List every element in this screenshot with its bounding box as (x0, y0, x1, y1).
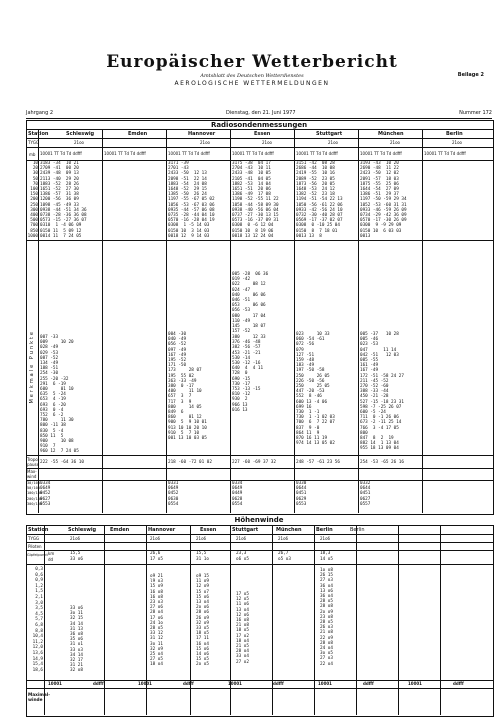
time-label: TYGG (28, 140, 40, 145)
level-7: 200 (30, 197, 38, 203)
hw-gipfel-dd-0: 33 o6 (70, 557, 83, 562)
hw-level-11: 8,8 (35, 628, 43, 634)
level-3: 50 (32, 176, 38, 182)
hw-gipfel-km-1: 26,6 (150, 551, 161, 556)
hw-gipfel-dd-1: 17 o5 (150, 557, 163, 562)
level-6: 150 (30, 192, 38, 198)
level-8: 250 (30, 202, 38, 208)
hw-station-muenchen: München (276, 527, 302, 533)
station-stuttgart: Stuttgart (316, 131, 343, 137)
hw-km-label: km (48, 551, 55, 556)
hw-gipfel-km-3: 23,3 (236, 551, 247, 556)
colhead-stuttgart: 10001 TT Td Td ddfff (296, 151, 338, 156)
colhead-emden: 10001 TT Td Td ddfff (104, 151, 146, 156)
section-subtitle: AEROLOGISCHE WETTERMELDUNGEN (174, 80, 330, 87)
colhead-berlin: 10001 TT Td Td ddfff (424, 151, 466, 156)
data-stuttgart-upper: 3151 -42 08 28 2686 -44 10 08 2419 -55 10 16 2089 -52 23 05 1873 -56 20 05 1648 -53 24 12 1382 -52 23 18 1194 -51 -54 22 13 1050 -56 -61 22 06 0933 -42 -56 24 10 0732 -30 -40 28 07 0569 -17 -37 02 07 0308 0 -10 25 04 0150 8 7 18 01 0013 13 8 (296, 161, 343, 239)
hw-level-17: 15,4 (32, 662, 43, 668)
hw-level-15: 13,6 (32, 650, 43, 656)
data-schleswig-upper: 3183 -34 10 21 2709 -41 00 20 2439 -48 09 13 2113 -40 29 20 1883 -52 28 26 1651 -52 27 30 1386 -57 31 38 1200 -56 36 09 1098 -45 -49 33 0938 -44 -51 34 36 0738 -28 -36 36 08 0573 -15 -27 36 07 0310 1 -4 06 09 0150 11 5 09 12 0014 11 7 24 05 (40, 161, 87, 239)
hw-station-schleswig: Schleswig (68, 527, 97, 533)
page-title: Europäischer Wetterbericht (106, 52, 398, 72)
hw-col-muenchen: 1o o8 26 15 27 o3 36 o4 13 o6 36 o4 28 o5 28 o8 2o o9 23 o8 28 o5 26 o3 21 o8 22 o9 28 o8 24 o4 3o o5 27 o3 22 o4 (320, 568, 333, 667)
data-essen-lower-a: 005 -28 06 36 019 -42 022 08 12 024 -47 040 06 06 046 -51 053 06 06 056 -53 080 17 04 110 -49 145 18 07 157 -52 (232, 272, 269, 335)
tropopause-label: Tropo-pause (27, 457, 40, 467)
station-berlin: Berlin (446, 131, 463, 137)
hw-level-5: 2,1 (35, 594, 43, 600)
hw-tygg-0: 21o6 (70, 536, 81, 541)
level-11: 500 (30, 218, 38, 224)
colhead-schleswig: 10001 TT Td Td ddfff (40, 151, 82, 156)
time-essen: 21oo (262, 140, 272, 145)
hw-maxwind-col-3: ddfff (183, 681, 194, 686)
hw-piloten-label: Piloten (28, 544, 42, 549)
maxwind-level-3: 200/100 (27, 496, 43, 501)
hw-col-hannover: o9 21 l9 o3 15 o9 16 o8 16 o8 23 o3 27 o6 28 o4 17 o6 24 1o 28 o5 33 12 31 12 3o 11 32 o9 25 o4 27 o5 18 o4 (150, 574, 163, 668)
maxwind-levels (27, 481, 43, 507)
hw-maxwind-col-4: 10001 (228, 681, 242, 686)
hw-levels (27, 567, 43, 673)
hw-level-16: 14,9 (32, 656, 43, 662)
hw-station-berlin-2: Berlin (350, 527, 365, 533)
maxwind-level-2: 100/100 (27, 491, 43, 496)
level-9: 300 (30, 207, 38, 213)
hw-level-14: 12,0 (32, 645, 43, 651)
data-stuttgart-lower: 023 10 33 060 -54 -61 072 -56 079 127 -51 159 -48 183 -49 197 -50 -58 250 26 05 226 -50 -56 250 25 05 447 -20 -53 552 8 -46 600 13 -4 06 699 16 730 1 -1 730 1 -1 02 03 700 6 7 22 07 837 9 -0 864 11 9 870 16 11 19 974 14 13 05 02 (296, 332, 335, 447)
hw-level-6: 3,0 (35, 600, 43, 606)
hw-col-essen: o9 15 11 o9 12 o9 15 o7 15 o6 13 o4 2o o6 28 o6 26 o9 32 o9 33 o5 18 o5 17 11 16 o4 15 o6 14 o6 15 o5 2o o5 (196, 574, 209, 668)
time-hannover: 21oo (200, 140, 210, 145)
station-hannover: Hannover (188, 131, 216, 137)
tropo-muenchen: 254 -53 -65 26 16 (360, 460, 404, 465)
level-1: 20 (32, 166, 38, 172)
hw-gipfel-dd-3: o6 o5 (236, 557, 249, 562)
hw-level-10: 6,8 (35, 622, 43, 628)
hw-station-hannover: Hannover (148, 527, 176, 533)
hw-gipfel-km-2: 15,5 (196, 551, 207, 556)
maxwind-level-1: 50/100 (27, 486, 40, 491)
hw-station-emden: Emden (110, 527, 130, 533)
hw-gipfel-label: Gipfelpunkt (27, 553, 48, 557)
hw-level-3: 1,2 (35, 583, 43, 589)
mw-schleswig: 0334 0649 0452 0627 0553 (40, 481, 51, 507)
hw-station-berlin: Berlin (316, 527, 333, 533)
level-14: 1000 (27, 233, 38, 239)
level-2: 30 (32, 171, 38, 177)
hw-maxwind-col-6: 10001 (318, 681, 332, 686)
mw-essen: 0334 0649 0449 0628 0554 (232, 481, 243, 507)
level-10: 400 (30, 213, 38, 219)
level-0: 10 (32, 161, 38, 166)
issue-bar (26, 110, 492, 119)
hw-level-0: 0,3 (35, 567, 43, 572)
tropo-schleswig: 222 -55 -64 36 10 (40, 460, 84, 465)
issue-number: Nummer 172 (459, 110, 492, 116)
level-4: 70 (32, 181, 38, 187)
beilage-label: Beilage 2 (457, 72, 484, 78)
level-5: 100 (30, 187, 38, 193)
tropo-hannover: 218 -60 -72 01 02 (168, 460, 212, 465)
data-hannover-upper: 3171 -39 2701 -43 2433 -50 12 13 2098 -51 22 14 1883 -54 24 08 1648 -52 29 15 1385 -50 26 24 1197 -55 -67 05 02 1056 -53 -67 03 06 0935 -44 -57 06 08 0735 -28 -44 04 10 0570 -16 -28 04 19 0308 1 -5 14 03 0150 10 3 14 03 0018 12 9 14 03 (168, 161, 215, 239)
issue-date: Dienstag, den 21. Juni 1977 (226, 110, 296, 116)
hw-gipfel-dd-4: o5 o3 (278, 557, 291, 562)
hw-level-9: 5,7 (35, 617, 43, 623)
data-muenchen-lower: 005 -37 10 28 005 -46 023 -53 047 11 14 042 -51 12 03 085 -55 161 -49 167 -49 172 -51 -58 24 27 211 -45 -52 270 -52 -60 388 -33 -44 450 -21 -28 527 -15 -18 23 31 598 -7 -25 26 07 600 -5 -24 711 0 -1 26 06 673 -2 -11 25 14 766 3 -4 17 05 800 847 8 2 19 882 14 1 13 04 955 18 13 09 04 (360, 332, 404, 452)
hw-level-1: 0,6 (35, 572, 43, 578)
hw-tygg-2: 21o6 (196, 536, 207, 541)
station-label: Station (28, 131, 49, 137)
hw-level-8: 4,5 (35, 611, 43, 617)
station-schleswig: Schleswig (66, 131, 95, 137)
hw-level-2: 0,9 (35, 578, 43, 584)
station-essen: Essen (254, 131, 271, 137)
time-schleswig: 21oo (74, 140, 84, 145)
hw-level-18: 18,6 (32, 667, 43, 673)
hw-station-stuttgart: Stuttgart (232, 527, 259, 533)
hw-station-label: Station (28, 527, 49, 533)
data-schleswig-lower: 007 -33 009 10 20 028 -49 029 -53 087 -52 134 -49 188 -51 254 -30 255 -20 -32 291 6 -19 600 01 10 635 5 -24 653 4 -19 693 6 -20 693 0 -4 752 6 -2 780 11 30 800 -11 38 830 5 -4 850 11 5 900 10 08 910 7 960 12 7 24 05 (40, 335, 79, 455)
station-muenchen: München (378, 131, 404, 137)
hw-station-essen: Essen (200, 527, 217, 533)
level-12: 700 (30, 223, 38, 229)
hw-gipfel-km-5: 18,3 (320, 551, 331, 556)
hw-level-12: 10,4 (32, 634, 43, 640)
time-muenchen: 21oo (390, 140, 400, 145)
hw-maxwind-col-7: ddfff (363, 681, 374, 686)
hw-maxwind-header (44, 681, 492, 687)
side-label-marker: Merkmale Punkte (29, 330, 35, 404)
maxwind-level-4: 300/100 (27, 501, 43, 506)
time-stuttgart: 21oo (328, 140, 338, 145)
hw-maxwind-col-1: ddfff (93, 681, 104, 686)
hw-gipfel-dd-2: 31 1o (196, 557, 209, 562)
mw-hannover: 0331 0649 0452 0630 0554 (168, 481, 179, 507)
hw-col-schleswig: 33 o6 3o 11 32 15 34 14 31 13 36 o8 35 o6 31 o1 33 o3 34 14 32 17 31 21 32 o8 (70, 606, 83, 674)
hw-level-4: 1,5 (35, 589, 43, 595)
colhead-essen: 10001 TT Td Td ddfff (232, 151, 274, 156)
level-13: 850 (30, 228, 38, 234)
tropo-essen: 227 -60 -69 37 32 (232, 460, 276, 465)
mw-stuttgart: 0330 0644 0451 0629 0553 (296, 481, 307, 507)
maxwind-label: Max-wind (27, 469, 37, 479)
mw-muenchen: 0332 0644 0451 0627 0557 (360, 481, 371, 507)
colhead-muenchen: 10001 TT Td Td ddfff (360, 151, 402, 156)
hw-maxwind-col-5: ddfff (273, 681, 284, 686)
hw-maxwind-col-9: ddfff (453, 681, 464, 686)
hoehenwinde-heading: Höhenwinde (234, 516, 284, 524)
data-essen-upper: 3175 -38 04 17 2704 -43 10 11 2433 -48 10 05 2105 -41 04 05 1882 -53 14 04 1651 -51 20 06 1386 -49 17 08 1198 -52 -55 11 22 1058 -44 -58 09 30 0938 -40 -56 06 04 0737 -27 -30 13 15 0573 -16 -37 09 31 0308 0 -6 12 04 0150 10 8 19 06 0018 13 12 24 04 (232, 161, 279, 239)
data-essen-lower-b: 380 12 33 376 -46 -48 382 -56 -57 453 -21 -21 530 -14 530 -12 -16 640 4 4 11 728 0 690 -15 730 -17 753 -13 -15 810 -12 930 2 966 13 016 13 (232, 335, 266, 413)
jahrgang: Jahrgang 2 (26, 110, 54, 116)
hw-gipfel-km-0: 15,5 (70, 551, 81, 556)
hw-maxwind-col-2: 10001 (138, 681, 152, 686)
hw-tygg-5: 21o6 (320, 536, 331, 541)
hw-maxwind-col-8: 10001 (408, 681, 422, 686)
subtitle: Amtsblatt des Deutschen Wetterdienstes (200, 73, 304, 79)
hw-gipfel-km-4: 26,7 (278, 551, 289, 556)
hw-maxwind-label: Maximal-winde (28, 693, 51, 703)
hw-gipfel-dd-5: 14 o5 (320, 557, 333, 562)
hw-tygg-label: TYGG (28, 536, 40, 541)
station-emden: Emden (128, 131, 148, 137)
radiosonde-heading: Radiosondenmessungen (210, 121, 308, 129)
hw-dd-label: dd (48, 557, 54, 562)
hw-level-7: 3,5 (35, 606, 43, 612)
data-muenchen-upper: 3193 -43 10 20 2690 -48 11 22 2423 -50 12 02 2091 -57 18 03 1875 -55 25 06 1644 -54 27 09 1386 -51 29 37 1197 -50 -59 29 34 1052 -53 -60 31 31 0933 -46 -59 26 09 0734 -29 -42 36 09 0570 -17 -30 26 09 0300 9 -9 29 09 0150 10 6 03 03 0013 (360, 161, 407, 239)
hw-level-13: 11,2 (32, 639, 43, 645)
pressure-levels (27, 161, 38, 239)
mb-label: mb (29, 152, 36, 157)
hw-tygg-3: 21o6 (236, 536, 247, 541)
hw-tygg-1: 21o6 (150, 536, 161, 541)
data-hannover-lower: 004 -30 040 -49 056 -52 097 -49 167 -49 195 -52 171 -50 173 28 07 195 55 02 363 -33 -49 380 0 -17 400 11 10 657 3 7 717 3 9 800 14 05 849 6 860 01 12 900 5 9 10 01 913 10 10 20 10 910 5 7 10 001 13 10 03 05 (168, 332, 207, 442)
hw-col-stuttgart: 17 o5 12 o5 11 o6 13 o4 12 o6 16 o8 21 o8 18 o5 17 o2 18 o4 21 o5 28 o4 33 o4 27 o2 (236, 592, 249, 665)
time-berlin: 21oo (452, 140, 462, 145)
colhead-hannover: 10001 TT Td Td ddfff (168, 151, 210, 156)
maxwind-level-0: 30/100 (27, 481, 40, 485)
tropo-stuttgart: 248 -57 -61 23 56 (296, 460, 340, 465)
hw-tygg-4: 21o6 (278, 536, 289, 541)
hw-maxwind-col-0: 10001 (48, 681, 62, 686)
